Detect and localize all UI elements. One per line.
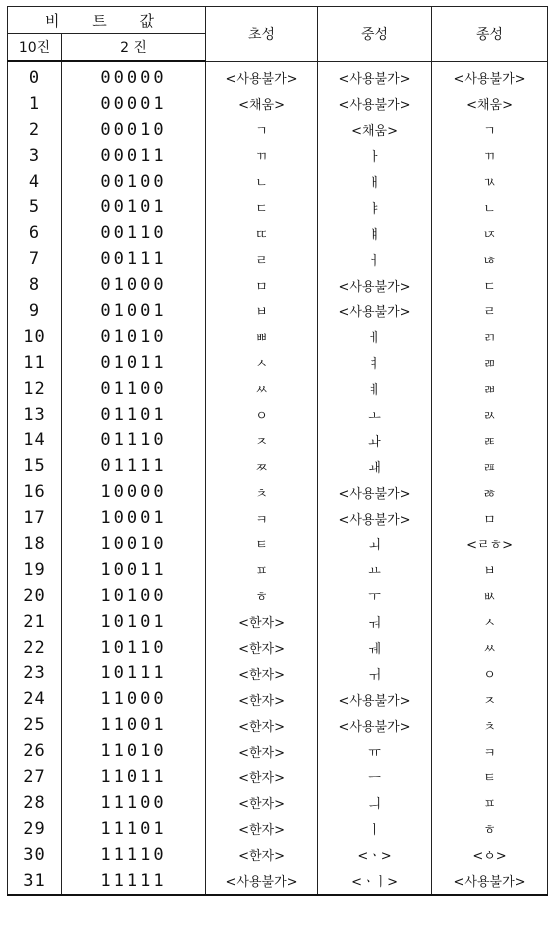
binary-cell: 10100 xyxy=(62,583,206,609)
jungseong-cell: ㅞ xyxy=(318,635,432,661)
header-binary: 2 진 xyxy=(62,34,206,62)
jungseong-cell: <사용불가> xyxy=(318,61,432,91)
jongseong-cell: ㅌ xyxy=(432,764,548,790)
decimal-cell: 5 xyxy=(8,194,62,220)
jongseong-cell: ㅋ xyxy=(432,738,548,764)
binary-cell: 00011 xyxy=(62,143,206,169)
decimal-cell: 19 xyxy=(8,557,62,583)
jungseong-cell: ㅚ xyxy=(318,531,432,557)
decimal-cell: 8 xyxy=(8,272,62,298)
jungseong-cell: ㅠ xyxy=(318,738,432,764)
decimal-cell: 26 xyxy=(8,738,62,764)
decimal-cell: 28 xyxy=(8,790,62,816)
decimal-cell: 24 xyxy=(8,686,62,712)
jongseong-cell: ㅆ xyxy=(432,635,548,661)
binary-cell: 01011 xyxy=(62,350,206,376)
decimal-cell: 4 xyxy=(8,169,62,195)
table-row xyxy=(8,738,548,764)
jongseong-cell: ㄽ xyxy=(432,402,548,428)
jungseong-cell: ㅑ xyxy=(318,194,432,220)
bit-value-jamo-table xyxy=(7,6,548,896)
decimal-cell: 18 xyxy=(8,531,62,557)
table-row xyxy=(8,402,548,428)
jungseong-cell: ㅙ xyxy=(318,453,432,479)
choseong-cell: <한자> xyxy=(206,635,318,661)
decimal-cell: 20 xyxy=(8,583,62,609)
header-jongseong: 종성 xyxy=(432,7,548,62)
table-row xyxy=(8,143,548,169)
choseong-cell: <한자> xyxy=(206,660,318,686)
table-row xyxy=(8,557,548,583)
jongseong-cell: ㄵ xyxy=(432,220,548,246)
choseong-cell: ㅂ xyxy=(206,298,318,324)
choseong-cell: <한자> xyxy=(206,609,318,635)
table-row xyxy=(8,91,548,117)
decimal-cell: 16 xyxy=(8,479,62,505)
binary-cell: 01111 xyxy=(62,453,206,479)
jongseong-cell: ㅍ xyxy=(432,790,548,816)
choseong-cell: ㅅ xyxy=(206,350,318,376)
jongseong-cell: ㄷ xyxy=(432,272,548,298)
choseong-cell: <한자> xyxy=(206,842,318,868)
decimal-cell: 10 xyxy=(8,324,62,350)
header-choseong: 초성 xyxy=(206,7,318,62)
binary-cell: 01001 xyxy=(62,298,206,324)
jongseong-cell: ㅄ xyxy=(432,583,548,609)
jungseong-cell: ㅔ xyxy=(318,324,432,350)
decimal-cell: 21 xyxy=(8,609,62,635)
table-row xyxy=(8,635,548,661)
table-row xyxy=(8,220,548,246)
decimal-cell: 12 xyxy=(8,376,62,402)
decimal-cell: 3 xyxy=(8,143,62,169)
jongseong-cell: <ㆁ> xyxy=(432,842,548,868)
jungseong-cell: <ㆍ> xyxy=(318,842,432,868)
binary-cell: 00101 xyxy=(62,194,206,220)
jongseong-cell: ㄱ xyxy=(432,117,548,143)
choseong-cell: ㄹ xyxy=(206,246,318,272)
jungseong-cell: <사용불가> xyxy=(318,712,432,738)
jongseong-cell: ㄳ xyxy=(432,169,548,195)
jongseong-cell: ㄿ xyxy=(432,453,548,479)
binary-cell: 11010 xyxy=(62,738,206,764)
choseong-cell: ㄸ xyxy=(206,220,318,246)
jongseong-cell: ㅊ xyxy=(432,712,548,738)
table-row xyxy=(8,453,548,479)
decimal-cell: 25 xyxy=(8,712,62,738)
table-row xyxy=(8,194,548,220)
jongseong-cell: ㅈ xyxy=(432,686,548,712)
jungseong-cell: ㅕ xyxy=(318,350,432,376)
decimal-cell: 15 xyxy=(8,453,62,479)
decimal-cell: 0 xyxy=(8,61,62,91)
binary-cell: 10101 xyxy=(62,609,206,635)
choseong-cell: <사용불가> xyxy=(206,61,318,91)
jongseong-cell: ㄻ xyxy=(432,350,548,376)
jongseong-cell: ㅂ xyxy=(432,557,548,583)
choseong-cell: ㅋ xyxy=(206,505,318,531)
choseong-cell: ㅌ xyxy=(206,531,318,557)
table-row xyxy=(8,712,548,738)
choseong-cell: ㅎ xyxy=(206,583,318,609)
jongseong-cell: <채움> xyxy=(432,91,548,117)
binary-cell: 10110 xyxy=(62,635,206,661)
table-row xyxy=(8,660,548,686)
table-row xyxy=(8,479,548,505)
jongseong-cell: ㄾ xyxy=(432,427,548,453)
table-row xyxy=(8,583,548,609)
table-row xyxy=(8,842,548,868)
table-row xyxy=(8,61,548,91)
jungseong-cell: ㅡ xyxy=(318,764,432,790)
decimal-cell: 7 xyxy=(8,246,62,272)
choseong-cell: ㅆ xyxy=(206,376,318,402)
choseong-cell: <채움> xyxy=(206,91,318,117)
table-row xyxy=(8,505,548,531)
table-header xyxy=(8,7,548,62)
jungseong-cell: ㅜ xyxy=(318,583,432,609)
binary-cell: 01100 xyxy=(62,376,206,402)
binary-cell: 10000 xyxy=(62,479,206,505)
choseong-cell: <사용불가> xyxy=(206,868,318,895)
decimal-cell: 14 xyxy=(8,427,62,453)
choseong-cell: <한자> xyxy=(206,712,318,738)
table-row xyxy=(8,324,548,350)
jungseong-cell: <사용불가> xyxy=(318,686,432,712)
header-bit-value: 비 트 값 xyxy=(8,7,206,34)
table-row xyxy=(8,169,548,195)
jungseong-cell: <사용불가> xyxy=(318,479,432,505)
choseong-cell: ㄲ xyxy=(206,143,318,169)
choseong-cell: ㅊ xyxy=(206,479,318,505)
jungseong-cell: ㅛ xyxy=(318,557,432,583)
jongseong-cell: ㄴ xyxy=(432,194,548,220)
table-row xyxy=(8,117,548,143)
jongseong-cell: ㅅ xyxy=(432,609,548,635)
jungseong-cell: ㅝ xyxy=(318,609,432,635)
binary-cell: 01010 xyxy=(62,324,206,350)
choseong-cell: ㄱ xyxy=(206,117,318,143)
choseong-cell: <한자> xyxy=(206,738,318,764)
table-row xyxy=(8,764,548,790)
jongseong-cell: <ㄹㅎ> xyxy=(432,531,548,557)
table-row xyxy=(8,427,548,453)
jongseong-cell: ㄶ xyxy=(432,246,548,272)
jongseong-cell: ㅀ xyxy=(432,479,548,505)
binary-cell: 11001 xyxy=(62,712,206,738)
jongseong-cell: ㅇ xyxy=(432,660,548,686)
jungseong-cell: <채움> xyxy=(318,117,432,143)
decimal-cell: 27 xyxy=(8,764,62,790)
binary-cell: 00110 xyxy=(62,220,206,246)
choseong-cell: <한자> xyxy=(206,816,318,842)
jongseong-cell: ㄹ xyxy=(432,298,548,324)
binary-cell: 01101 xyxy=(62,402,206,428)
table-row xyxy=(8,350,548,376)
choseong-cell: <한자> xyxy=(206,764,318,790)
table-row xyxy=(8,686,548,712)
choseong-cell: ㅁ xyxy=(206,272,318,298)
table-row xyxy=(8,790,548,816)
decimal-cell: 29 xyxy=(8,816,62,842)
choseong-cell: ㅃ xyxy=(206,324,318,350)
binary-cell: 01110 xyxy=(62,427,206,453)
decimal-cell: 9 xyxy=(8,298,62,324)
decimal-cell: 6 xyxy=(8,220,62,246)
binary-cell: 00111 xyxy=(62,246,206,272)
choseong-cell: ㅇ xyxy=(206,402,318,428)
binary-cell: 11100 xyxy=(62,790,206,816)
binary-cell: 10001 xyxy=(62,505,206,531)
jongseong-cell: <사용불가> xyxy=(432,61,548,91)
choseong-cell: ㅈ xyxy=(206,427,318,453)
binary-cell: 11111 xyxy=(62,868,206,895)
binary-cell: 11000 xyxy=(62,686,206,712)
decimal-cell: 31 xyxy=(8,868,62,895)
jungseong-cell: <사용불가> xyxy=(318,505,432,531)
binary-cell: 00000 xyxy=(62,61,206,91)
decimal-cell: 23 xyxy=(8,660,62,686)
binary-cell: 00100 xyxy=(62,169,206,195)
jungseong-cell: ㅒ xyxy=(318,220,432,246)
table-row xyxy=(8,816,548,842)
decimal-cell: 30 xyxy=(8,842,62,868)
table-row xyxy=(8,531,548,557)
jungseong-cell: ㅟ xyxy=(318,660,432,686)
binary-cell: 11101 xyxy=(62,816,206,842)
jungseong-cell: ㅢ xyxy=(318,790,432,816)
table-row xyxy=(8,272,548,298)
binary-cell: 10111 xyxy=(62,660,206,686)
jongseong-cell: ㅎ xyxy=(432,816,548,842)
choseong-cell: <한자> xyxy=(206,790,318,816)
choseong-cell: ㅉ xyxy=(206,453,318,479)
decimal-cell: 13 xyxy=(8,402,62,428)
jongseong-cell: ㄺ xyxy=(432,324,548,350)
choseong-cell: ㄴ xyxy=(206,169,318,195)
choseong-cell: ㄷ xyxy=(206,194,318,220)
jungseong-cell: <ㆍㅣ> xyxy=(318,868,432,895)
jungseong-cell: ㅗ xyxy=(318,402,432,428)
decimal-cell: 1 xyxy=(8,91,62,117)
jongseong-cell: ㄲ xyxy=(432,143,548,169)
binary-cell: 00001 xyxy=(62,91,206,117)
binary-cell: 00010 xyxy=(62,117,206,143)
jongseong-cell: <사용불가> xyxy=(432,868,548,895)
jungseong-cell: <사용불가> xyxy=(318,272,432,298)
jungseong-cell: ㅘ xyxy=(318,427,432,453)
binary-cell: 01000 xyxy=(62,272,206,298)
table-body xyxy=(8,61,548,895)
decimal-cell: 17 xyxy=(8,505,62,531)
choseong-cell: ㅍ xyxy=(206,557,318,583)
jungseong-cell: ㅖ xyxy=(318,376,432,402)
table-row xyxy=(8,298,548,324)
table-row xyxy=(8,376,548,402)
jungseong-cell: ㅏ xyxy=(318,143,432,169)
table-row xyxy=(8,609,548,635)
choseong-cell: <한자> xyxy=(206,686,318,712)
jongseong-cell: ㄼ xyxy=(432,376,548,402)
jongseong-cell: ㅁ xyxy=(432,505,548,531)
decimal-cell: 11 xyxy=(8,350,62,376)
table-row xyxy=(8,246,548,272)
header-decimal: 10진 xyxy=(8,34,62,62)
decimal-cell: 2 xyxy=(8,117,62,143)
jungseong-cell: <사용불가> xyxy=(318,298,432,324)
jungseong-cell: <사용불가> xyxy=(318,91,432,117)
binary-cell: 11110 xyxy=(62,842,206,868)
jungseong-cell: ㅓ xyxy=(318,246,432,272)
header-jungseong: 중성 xyxy=(318,7,432,62)
jungseong-cell: ㅐ xyxy=(318,169,432,195)
table-row xyxy=(8,868,548,895)
jungseong-cell: ㅣ xyxy=(318,816,432,842)
binary-cell: 10011 xyxy=(62,557,206,583)
binary-cell: 11011 xyxy=(62,764,206,790)
binary-cell: 10010 xyxy=(62,531,206,557)
decimal-cell: 22 xyxy=(8,635,62,661)
